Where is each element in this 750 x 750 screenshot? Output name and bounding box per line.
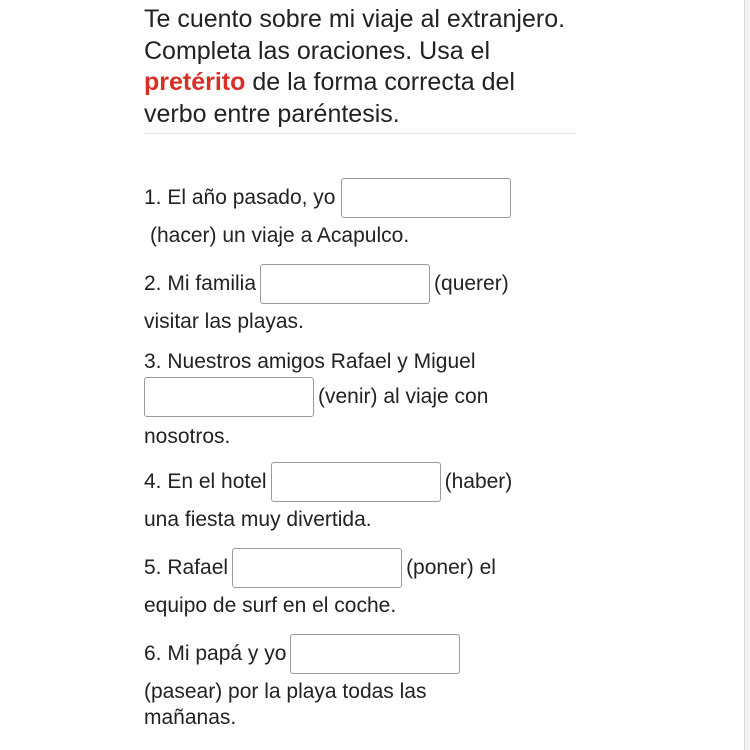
item-4-continuation: una fiesta muy divertida. (144, 508, 372, 531)
item-2-continuation: visitar las playas. (144, 310, 304, 333)
instructions-text (144, 4, 576, 134)
item-5-prefix: 5. Rafael (144, 556, 229, 579)
exercise-item-4 (144, 461, 584, 533)
item-5-answer-input[interactable] (232, 548, 402, 588)
item-5-continuation: equipo de surf en el coche. (144, 594, 397, 617)
exercise-item-5 (144, 547, 584, 619)
item-2-suffix: (querer) (434, 272, 509, 295)
exercise-item-1 (144, 177, 584, 249)
item-2-answer-input[interactable] (260, 264, 430, 304)
item-3-suffix: (venir) al viaje con (318, 385, 489, 408)
item-6-prefix: 6. Mi papá y yo (144, 642, 287, 665)
item-2-prefix: 2. Mi familia (144, 272, 257, 295)
item-6-answer-input[interactable] (290, 634, 460, 674)
item-4-answer-input[interactable] (271, 462, 441, 502)
item-3-prefix: 3. Nuestros amigos Rafael y Miguel (144, 350, 476, 373)
item-4-prefix: 4. En el hotel (144, 470, 267, 493)
instructions-before: Te cuento sobre mi viaje al extranjero. Completa las oraciones. Usa el (144, 5, 566, 65)
page-edge-divider (744, 0, 750, 750)
instructions-after: de la forma correcta del verbo entre paréntesis. (144, 68, 515, 128)
exercise-item-3 (144, 348, 584, 450)
item-6-continuation: (pasear) por la playa todas las mañanas. (144, 680, 427, 729)
item-3-answer-input[interactable] (144, 377, 314, 417)
exercise-item-2 (144, 263, 584, 335)
exercise-content (144, 4, 584, 729)
item-5-suffix: (poner) el (406, 556, 496, 579)
instructions-highlight: pretérito (144, 68, 246, 96)
item-1-continuation: (hacer) un viaje a Acapulco. (150, 224, 410, 247)
item-3-continuation: nosotros. (144, 425, 231, 448)
item-4-suffix: (haber) (444, 470, 513, 493)
item-1-answer-input[interactable] (341, 178, 511, 218)
item-1-prefix: 1. El año pasado, yo (144, 186, 336, 209)
exercise-item-6 (144, 633, 584, 731)
